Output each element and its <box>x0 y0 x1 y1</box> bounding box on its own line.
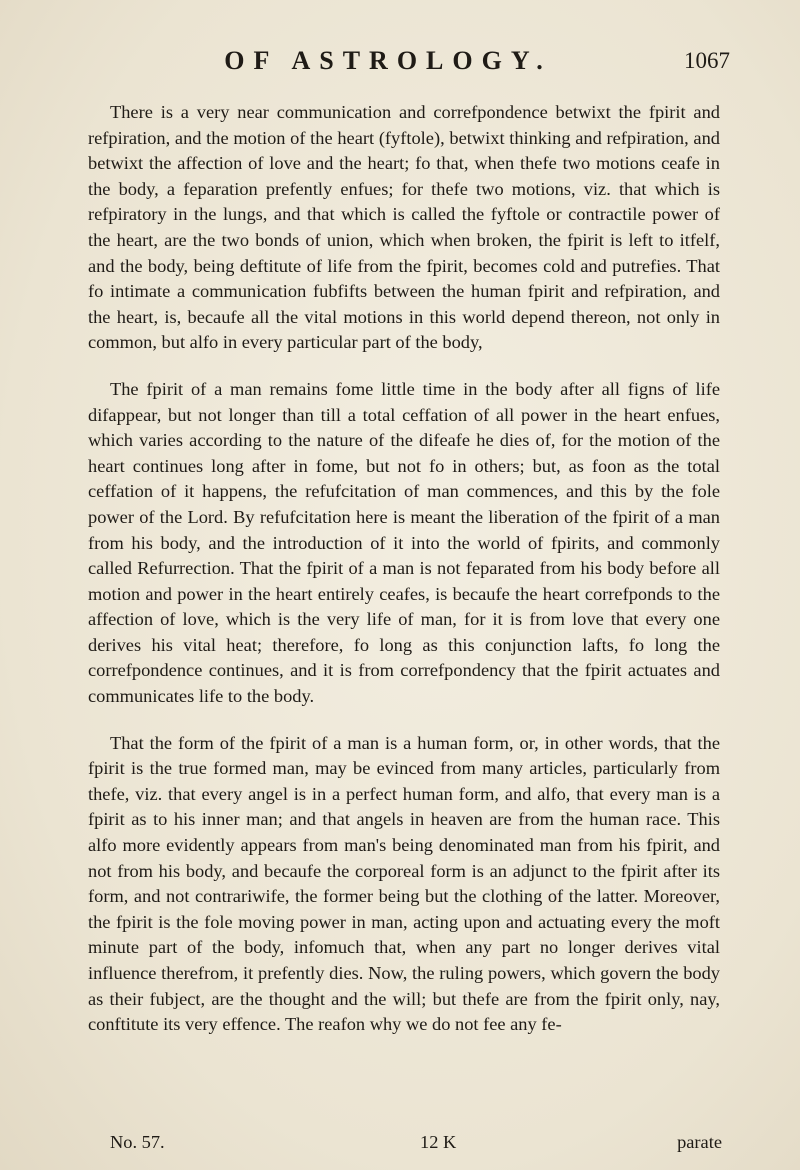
page-footer <box>110 1132 722 1160</box>
paragraph: The fpirit of a man remains fome little time in the body after all figns of life difappear, but not longer than till a total ceffation of all power in the heart enfues, which varies according to the nature of the difeafe he dies of, for the motion of the heart continues long after in fome, but not fo in others; but, as foon as the total ceffation of it happens, the refufcitation of man commences, and this by the fole power of the Lord. By refufcitation here is meant the liberation of the fpirit of a man from his body, and the introduction of it into the world of fpirits, and commonly called Refurrection. That the fpirit of a man is not feparated from his body before all motion and power in the heart entirely ceafes, is becaufe the heart correfponds to the affection of love, which is the very life of man, for it is from love that every one derives his vital heat; therefore, fo long as this conjunction lafts, fo long the correfpondence continues, and it is from correfpondency that the fpirit actuates and communicates life to the body. <box>88 378 720 707</box>
running-head: OF ASTROLOGY. <box>224 46 552 75</box>
catchword: parate <box>677 1132 722 1152</box>
paragraph: There is a very near communication and correfpondence betwixt the fpirit and refpiration, and the motion of the heart (fyftole), betwixt thinking and refpiration, and betwixt the affection of love and the heart; fo that, when thefe two motions ceafe in the body, a feparation prefently enfues; for thefe two motions, viz. that which is refpiratory in the lungs, and that which is called the fyftole or contractile power of the heart, are the two bonds of union, which when broken, the fpirit is left to itfelf, and the body, being deftitute of life from the fpirit, becomes cold and putrefies. That fo intimate a communication fubfifts between the human fpirit and refpiration, and the heart, is, becaufe all the vital motions in this world depend thereon, not only in common, but alfo in every particular part of the body, <box>88 102 720 353</box>
signature-mark: 12 K <box>420 1132 457 1152</box>
body-text <box>88 100 720 1038</box>
issue-number: No. 57. <box>110 1132 165 1152</box>
page-number: 1067 <box>684 48 730 73</box>
paragraph: That the form of the fpirit of a man is a human form, or, in other words, that the fpirit is the true formed man, may be evinced from many articles, particularly from thefe, viz. that every angel is in a perfect human form, and alfo, that every man is a fpirit as to his inner man; and that angels in heaven are from the human race. This alfo more evidently appears from man's being denominated man from his fpirit, and not from his body, and becaufe the corporeal form is an adjunct to the fpirit after its form, and not contrariwife, the former being but the clothing of the latter. Moreover, the fpirit is the fole moving power in man, acting upon and actuating every the moft minute part of the body, infomuch that, when any part no longer derives vital influence therefrom, it prefently dies. Now, the ruling powers, which govern the body as their fubject, are the thought and the will; but thefe are from the fpirit only, nay, conftitute its very effence. The reafon why we do not fee any fe- <box>88 732 720 1035</box>
page-header <box>118 46 730 86</box>
